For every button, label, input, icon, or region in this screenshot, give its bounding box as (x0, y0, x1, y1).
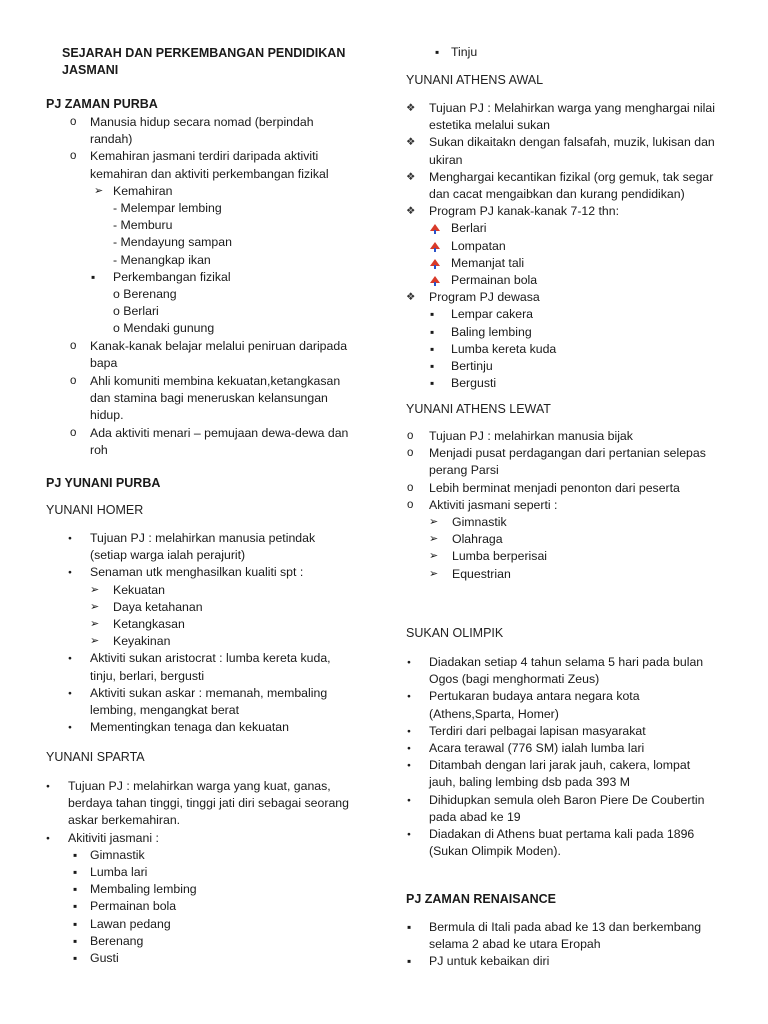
list-item (429, 220, 715, 237)
dot-bullet-icon (68, 564, 72, 582)
list-item (429, 757, 704, 774)
list-item (429, 548, 706, 565)
square-bullet-icon (407, 953, 411, 971)
square-bullet-icon (430, 341, 434, 359)
square-bullet-icon (430, 358, 434, 376)
list-item (90, 234, 348, 251)
list-item (68, 847, 349, 864)
list-item-continuation (429, 936, 701, 953)
item-text: Ogos (bagi menghormati Zeus) (429, 672, 600, 687)
item-text: Gusti (90, 951, 119, 966)
list-item (429, 480, 706, 497)
list-item (429, 238, 715, 255)
item-text: Aktiviti sukan aristocrat : lumba kereta kuda, (90, 651, 331, 666)
list-item (68, 830, 349, 847)
item-text: (Athens,Sparta, Homer) (429, 706, 559, 721)
circle-bullet-icon (407, 497, 413, 514)
item-text: Keyakinan (113, 634, 171, 649)
dot-bullet-icon (407, 757, 411, 775)
item-text: Tujuan PJ : melahirkan warga yang kuat, ganas, (68, 779, 331, 793)
circle-bullet-icon (70, 114, 76, 131)
dot-bullet-icon (46, 778, 50, 796)
item-text: Gimnastik (90, 847, 145, 862)
item-text: Daya ketahanan (113, 599, 203, 614)
item-text: - Mendayung sampan (113, 235, 232, 250)
list-item (429, 169, 715, 186)
item-text: dan stamina bagi meneruskan kelansungan (90, 391, 328, 406)
list-item (90, 616, 331, 633)
list-item (90, 564, 331, 581)
list-item (429, 341, 715, 358)
list-item-continuation (90, 442, 348, 459)
item-text: Program PJ dewasa (429, 290, 540, 305)
square-bullet-icon (435, 44, 439, 62)
list-item (90, 650, 331, 667)
diamond-bullet-icon (406, 100, 415, 117)
arrow-bullet-icon (90, 633, 99, 650)
list-item (429, 566, 706, 583)
item-text: Bertinju (451, 359, 493, 374)
square-bullet-icon (73, 864, 77, 882)
list-item (429, 445, 706, 462)
list-item (90, 286, 348, 303)
list-item (429, 306, 715, 323)
list-item (68, 950, 349, 967)
list-item (68, 881, 349, 898)
item-text: Lawan pedang (90, 916, 171, 931)
item-text: Sukan dikaitakn dengan falsafah, muzik, lukisan dan (429, 135, 715, 150)
list-item-continuation (429, 809, 704, 826)
arrow-bullet-icon (90, 582, 99, 599)
item-text: Manusia hidup secara nomad (berpindah (90, 115, 314, 129)
item-text: Baling lembing (451, 324, 532, 339)
item-text: Dihidupkan semula oleh Baron Piere De Coubertin (429, 792, 705, 807)
sparta-list (68, 778, 349, 967)
item-text: askar berkemahiran. (68, 813, 181, 828)
item-text: Bergusti (451, 376, 497, 391)
list-item-continuation (90, 668, 331, 685)
arrow-bullet-icon (429, 548, 438, 565)
item-text: Pertukaran budaya antara negara kota (429, 689, 640, 704)
circle-bullet-icon (70, 148, 76, 165)
list-item (451, 44, 477, 61)
item-text: (setiap warga ialah perajurit) (90, 548, 246, 563)
circle-bullet-icon (70, 373, 76, 390)
square-bullet-icon (73, 950, 77, 968)
item-text: Diadakan setiap 4 tahun selama 5 hari pada bulan (429, 655, 704, 669)
square-bullet-icon (430, 306, 434, 324)
list-item (68, 864, 349, 881)
list-item-continuation (90, 355, 348, 372)
item-text: o Mendaki gunung (113, 321, 215, 336)
item-text: Tujuan PJ : melahirkan manusia bijak (429, 429, 633, 443)
list-item (68, 933, 349, 950)
item-text: Lempar cakera (451, 307, 534, 322)
heading-sukan-olimpik: SUKAN OLIMPIK (406, 626, 504, 640)
document-title-line: SEJARAH DAN PERKEMBANGAN PENDIDIKAN (62, 46, 346, 60)
list-item (90, 685, 331, 702)
square-bullet-icon (91, 269, 95, 287)
item-text: - Menangkap ikan (113, 252, 211, 267)
athens-lewat-list (429, 428, 706, 583)
arrow-bullet-icon (90, 616, 99, 633)
heading-yunani-homer: YUNANI HOMER (46, 503, 144, 517)
item-text: Menjadi pusat perdagangan dari pertanian selepas (429, 446, 706, 461)
dot-bullet-icon (407, 723, 411, 741)
item-text: roh (90, 442, 108, 457)
list-item-continuation (90, 131, 348, 148)
item-text: ukiran (429, 152, 463, 167)
item-text: Lompatan (451, 238, 506, 253)
list-item (90, 719, 331, 736)
item-text: pada abad ke 19 (429, 809, 521, 824)
list-item (90, 269, 348, 286)
list-item (429, 358, 715, 375)
item-text: Mementingkan tenaga dan kekuatan (90, 720, 289, 735)
item-text: - Memburu (113, 218, 173, 233)
item-text: Gimnastik (452, 515, 507, 530)
item-text: Permainan bola (451, 273, 538, 288)
zaman-purba-list (90, 114, 348, 459)
diamond-bullet-icon (406, 134, 415, 151)
item-text: dan cacat mengaibkan dan kurang pendidikan) (429, 187, 685, 202)
tinju-line (451, 44, 477, 61)
athens-awal-list (429, 100, 715, 392)
item-text: Diadakan di Athens buat pertama kali pada 1896 (429, 827, 695, 842)
item-text: bapa (90, 355, 118, 370)
list-item (90, 338, 348, 355)
diamond-bullet-icon (406, 203, 415, 220)
list-item-continuation (90, 390, 348, 407)
dot-bullet-icon (407, 740, 411, 758)
item-text: Ahli komuniti membina kekuatan,ketangkasan (90, 374, 341, 389)
item-text: Ditambah dengan lari jarak jauh, cakera, lompat (429, 758, 691, 773)
list-item (429, 826, 704, 843)
list-item-continuation (429, 774, 704, 791)
dot-bullet-icon (407, 826, 411, 844)
item-text: Menghargai kecantikan fizikal (org gemuk, tak segar (429, 169, 714, 184)
list-item (429, 255, 715, 272)
item-text: Membaling lembing (90, 882, 197, 897)
item-text: Tinju (451, 45, 478, 59)
diamond-bullet-icon (406, 289, 415, 306)
list-item (90, 599, 331, 616)
item-text: o Berlari (113, 304, 159, 319)
list-item (90, 183, 348, 200)
item-text: Berenang (90, 933, 144, 948)
list-item-continuation (429, 462, 706, 479)
item-text: Aktiviti jasmani seperti : (429, 497, 558, 512)
item-text: Ketangkasan (113, 617, 185, 632)
heading-athens-lewat: YUNANI ATHENS LEWAT (406, 402, 551, 416)
document-title-line: JASMANI (62, 63, 119, 77)
item-text: tinju, berlari, bergusti (90, 668, 205, 683)
list-item (429, 375, 715, 392)
item-text: Aktiviti sukan askar : memanah, membaling (90, 685, 328, 700)
item-text: PJ untuk kebaikan diri (429, 954, 550, 969)
list-item-continuation (429, 186, 715, 203)
list-item (429, 654, 704, 671)
item-text: Permainan bola (90, 899, 177, 914)
dot-bullet-icon (407, 792, 411, 810)
item-text: Olahraga (452, 532, 503, 547)
list-item (68, 898, 349, 915)
item-text: Acara terawal (776 SM) ialah lumba lari (429, 741, 645, 756)
list-item (429, 531, 706, 548)
renaisance-list (429, 919, 701, 971)
item-text: - Melempar lembing (113, 201, 222, 216)
dot-bullet-icon (68, 650, 72, 668)
list-item (90, 114, 348, 131)
list-item (90, 425, 348, 442)
item-text: Lebih berminat menjadi penonton dari peserta (429, 480, 680, 495)
item-text: Kekuatan (113, 582, 165, 597)
list-item (90, 530, 331, 547)
item-text: randah) (90, 132, 133, 147)
circle-bullet-icon (407, 428, 413, 445)
list-item-continuation (429, 152, 715, 169)
item-text: perang Parsi (429, 463, 499, 478)
item-text: Program PJ kanak-kanak 7-12 thn: (429, 204, 620, 219)
arrow-bullet-icon (90, 599, 99, 616)
item-text: o Berenang (113, 287, 177, 302)
list-item (429, 497, 706, 514)
list-item (429, 953, 701, 970)
item-text: Perkembangan fizikal (113, 269, 231, 284)
dot-bullet-icon (407, 688, 411, 706)
list-item (90, 320, 348, 337)
heading-pj-yunani-purba: PJ YUNANI PURBA (46, 476, 161, 490)
list-item (429, 514, 706, 531)
heading-pj-zaman-purba: PJ ZAMAN PURBA (46, 97, 158, 111)
list-item (429, 919, 701, 936)
item-text: Tujuan PJ : Melahirkan warga yang menghargai nilai (429, 101, 715, 115)
heading-pj-zaman-renaisance: PJ ZAMAN RENAISANCE (406, 892, 557, 906)
list-item-continuation (90, 166, 348, 183)
list-item (90, 148, 348, 165)
item-text: Terdiri dari pelbagai lapisan masyarakat (429, 723, 646, 738)
list-item (429, 688, 704, 705)
item-text: Lumba kereta kuda (451, 341, 557, 356)
item-text: jauh, baling lembing dsb pada 393 M (429, 775, 630, 790)
list-item (429, 272, 715, 289)
item-text: estetika melalui sukan (429, 118, 550, 133)
item-text: Kemahiran jasmani terdiri daripada aktiviti (90, 149, 319, 164)
circle-bullet-icon (70, 338, 76, 355)
heading-yunani-sparta: YUNANI SPARTA (46, 750, 145, 764)
circle-bullet-icon (70, 425, 76, 442)
colored-arrow-bullet-icon (430, 276, 439, 285)
square-bullet-icon (407, 919, 411, 937)
heading-athens-awal: YUNANI ATHENS AWAL (406, 73, 544, 87)
list-item (90, 217, 348, 234)
dot-bullet-icon (68, 530, 72, 548)
colored-arrow-bullet-icon (430, 259, 439, 268)
item-text: Memanjat tali (451, 255, 525, 270)
list-item (429, 324, 715, 341)
item-text: Akitiviti jasmani : (68, 830, 159, 845)
list-item-continuation (429, 706, 704, 723)
list-item (429, 723, 704, 740)
square-bullet-icon (73, 881, 77, 899)
item-text: Tujuan PJ : melahirkan manusia petindak (90, 531, 316, 545)
item-text: Lumba lari (90, 865, 148, 880)
item-text: Berlari (451, 221, 487, 236)
list-item (90, 373, 348, 390)
item-text: Senaman utk menghasilkan kualiti spt : (90, 565, 304, 580)
item-text: berdaya tahan tinggi, tinggi jati diri sebagai seorang (68, 796, 349, 811)
square-bullet-icon (430, 324, 434, 342)
colored-arrow-bullet-icon (430, 224, 439, 233)
list-item (90, 582, 331, 599)
colored-arrow-bullet-icon (430, 242, 439, 251)
list-item-continuation (429, 843, 704, 860)
item-text: (Sukan Olimpik Moden). (429, 844, 561, 859)
list-item (429, 134, 715, 151)
list-item (68, 916, 349, 933)
list-item (68, 778, 349, 795)
list-item (90, 633, 331, 650)
list-item-continuation (90, 547, 331, 564)
list-item-continuation (68, 795, 349, 812)
item-text: lembing, mengangkat berat (90, 703, 240, 718)
dot-bullet-icon (68, 685, 72, 703)
square-bullet-icon (73, 933, 77, 951)
list-item (429, 100, 715, 117)
item-text: hidup. (90, 408, 124, 423)
list-item (429, 792, 704, 809)
list-item (429, 203, 715, 220)
dot-bullet-icon (68, 719, 72, 737)
item-text: Kemahiran (113, 183, 173, 198)
list-item (90, 303, 348, 320)
list-item (429, 289, 715, 306)
dot-bullet-icon (46, 830, 50, 848)
list-item-continuation (90, 702, 331, 719)
square-bullet-icon (73, 916, 77, 934)
list-item-continuation (429, 117, 715, 134)
list-item (429, 740, 704, 757)
arrow-bullet-icon (94, 183, 103, 200)
document-title (62, 45, 345, 79)
item-text: selama 2 abad ke utara Eropah (429, 937, 601, 952)
item-text: Bermula di Itali pada abad ke 13 dan berkembang (429, 920, 702, 934)
list-item (90, 252, 348, 269)
diamond-bullet-icon (406, 169, 415, 186)
item-text: Equestrian (452, 566, 511, 581)
list-item-continuation (429, 671, 704, 688)
arrow-bullet-icon (429, 531, 438, 548)
item-text: kemahiran dan aktiviti perkembangan fizikal (90, 166, 329, 181)
list-item-continuation (90, 407, 348, 424)
item-text: Ada aktiviti menari – pemujaan dewa-dewa dan (90, 425, 349, 440)
arrow-bullet-icon (429, 514, 438, 531)
item-text: Kanak-kanak belajar melalui peniruan daripada (90, 338, 348, 353)
list-item (429, 428, 706, 445)
square-bullet-icon (430, 375, 434, 393)
square-bullet-icon (73, 898, 77, 916)
list-item-continuation (68, 812, 349, 829)
olimpik-list (429, 654, 704, 860)
list-item (90, 200, 348, 217)
circle-bullet-icon (407, 480, 413, 497)
homer-list (90, 530, 331, 736)
dot-bullet-icon (407, 654, 411, 672)
square-bullet-icon (73, 847, 77, 865)
circle-bullet-icon (407, 445, 413, 462)
arrow-bullet-icon (429, 566, 438, 583)
item-text: Lumba berperisai (452, 549, 548, 564)
